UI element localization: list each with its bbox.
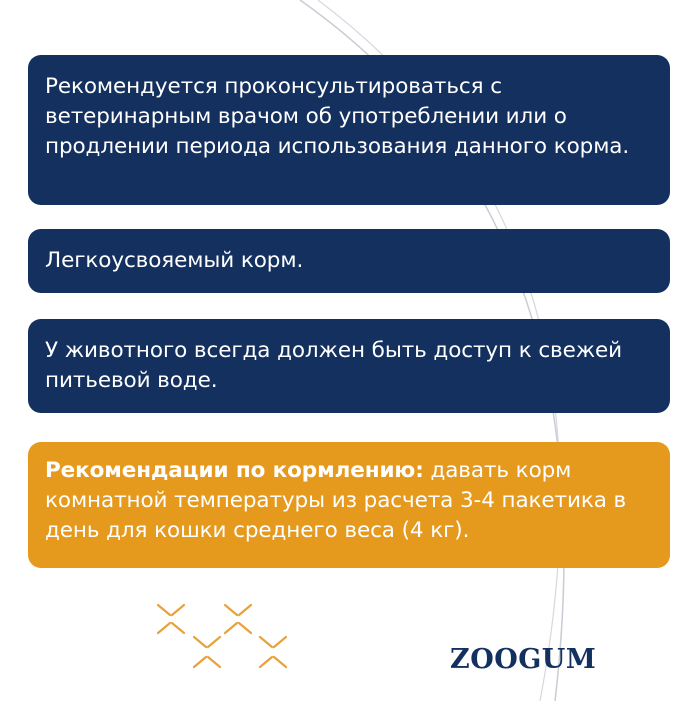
card-body: давать корм комнатной температуры из расчета 3-4 пакетика в день для кошки среднего веса (4 кг). xyxy=(45,458,627,543)
info-card-water xyxy=(28,319,670,413)
info-card-digestible xyxy=(28,229,670,293)
info-card-feeding-recommendations xyxy=(28,442,670,568)
decorative-crosses-icon xyxy=(150,595,300,675)
card-text: У животного всегда должен быть доступ к свежей питьевой воде. xyxy=(45,338,623,393)
card-heading: Рекомендации по кормлению: xyxy=(45,458,424,483)
card-text: Легкоусвояемый корм. xyxy=(45,248,304,273)
card-text: Рекомендуется проконсультироваться с ветеринарным врачом об употреблении или о продлении периода использования данного корма. xyxy=(45,74,630,159)
info-card-consult-vet xyxy=(28,55,670,205)
card-text xyxy=(45,456,652,546)
brand-logo: ZOOGUM xyxy=(450,644,597,675)
